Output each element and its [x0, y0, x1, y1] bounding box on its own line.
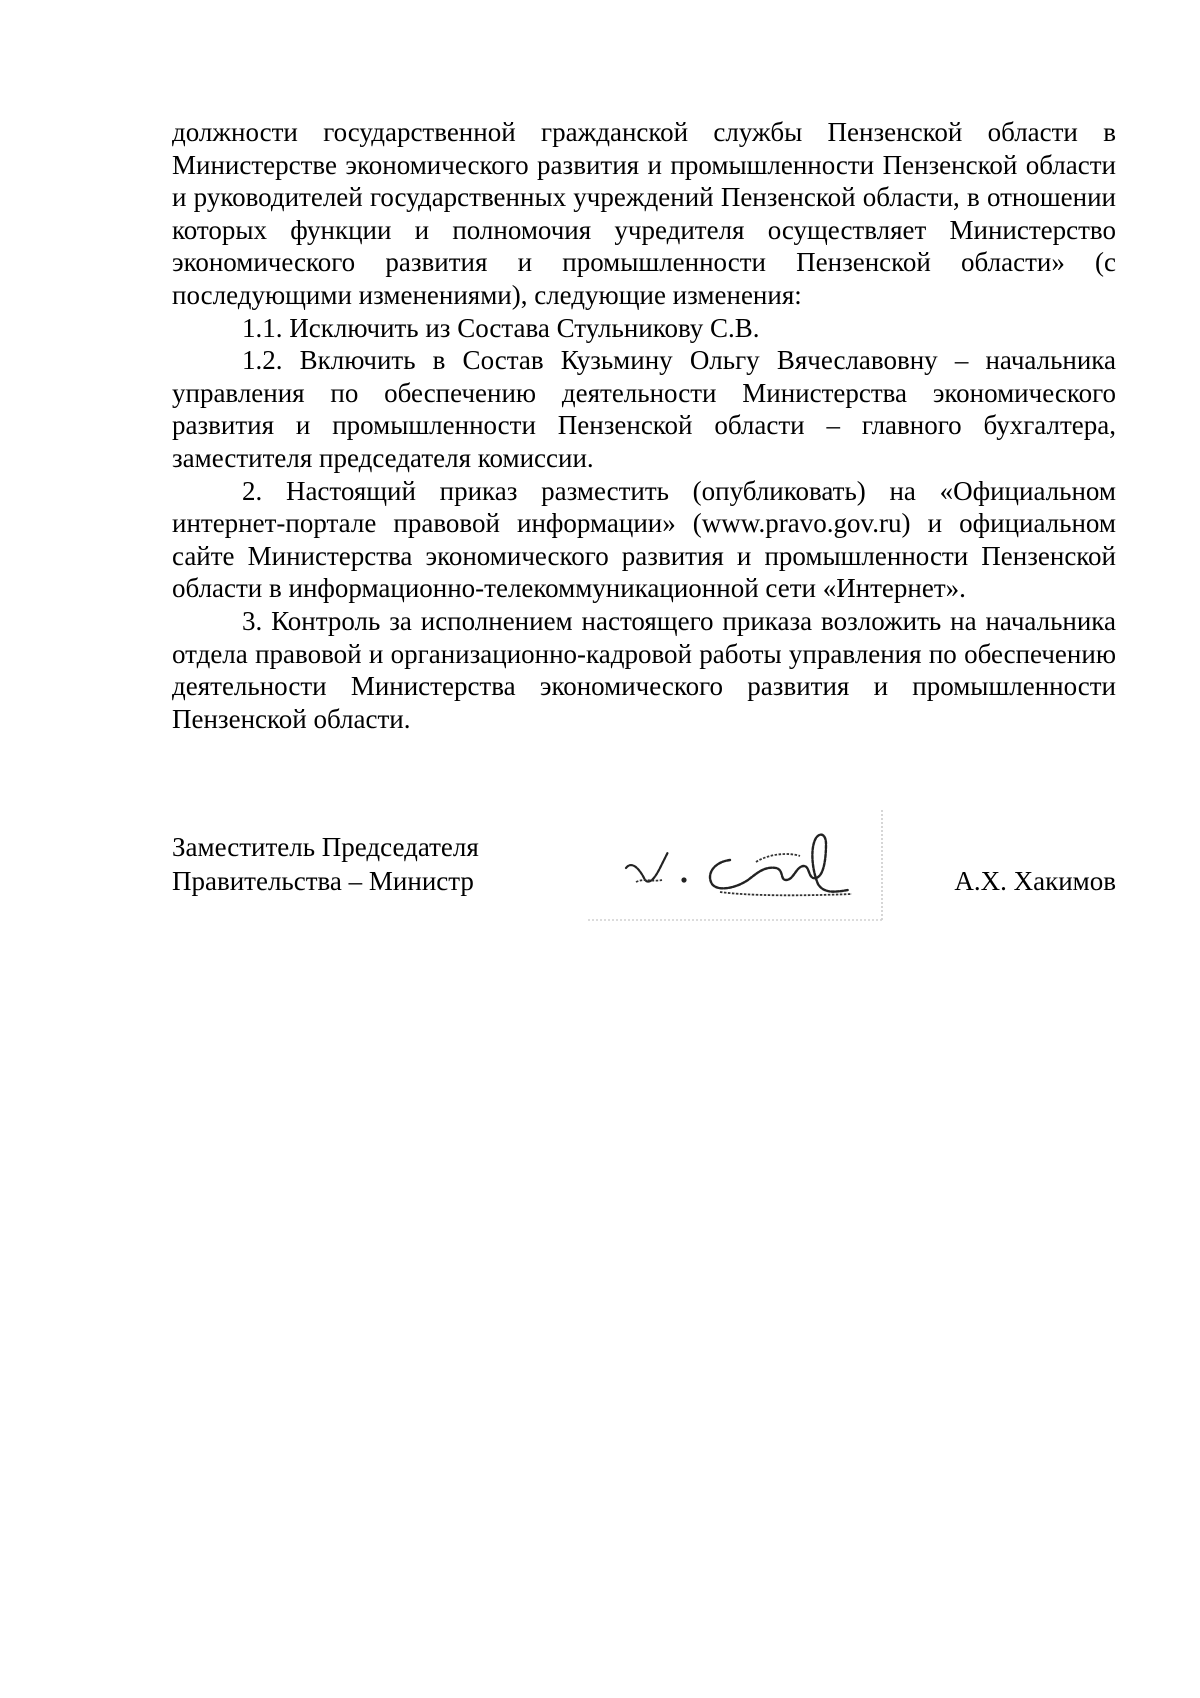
paragraph-item-1-1: 1.1. Исключить из Состава Стульникову С.В. — [242, 312, 760, 343]
paragraph-preamble-continuation: должности государственной гражданской службы Пензенской области в Министерстве экономического развития и промышленности Пензенской области и руководителей государственных учреждений Пензенской области, в отношении которых функции и полномочия учредителя осуществляет Министерство экономического развития и промышленности Пензенской области» (с последующими изменениями), следующие изменения: — [172, 117, 1116, 310]
paragraph-item-3: 3. Контроль за исполнением настоящего приказа возложить на начальника отдела правовой и организационно-кадровой работы управления по обеспечению деятельности Министерства экономического развития и промышленности Пензенской области. — [172, 605, 1116, 734]
signatory-position — [172, 830, 479, 898]
paragraph-item-1-2: 1.2. Включить в Состав Кузьмину Ольгу Вячеславовну – начальника управления по обеспечению деятельности Министерства экономического развития и промышленности Пензенской области – главного бухгалтера, заместителя председателя комиссии. — [172, 345, 1116, 473]
handwritten-signature — [580, 808, 890, 928]
signatory-position-line-1: Заместитель Председателя — [172, 832, 479, 862]
signatory-name: А.Х. Хакимов — [954, 866, 1116, 896]
paragraph-item-2: 2. Настоящий приказ разместить (опубликовать) на «Официальном интернет-портале правовой информации» (www.pravo.gov.ru) и официальном сайте Министерства экономического развития и промышленности Пензенской области в информационно-телекоммуникационной сети «Интернет». — [172, 475, 1116, 604]
document-body — [172, 116, 1116, 735]
signatory-position-line-2: Правительства – Министр — [172, 866, 474, 896]
